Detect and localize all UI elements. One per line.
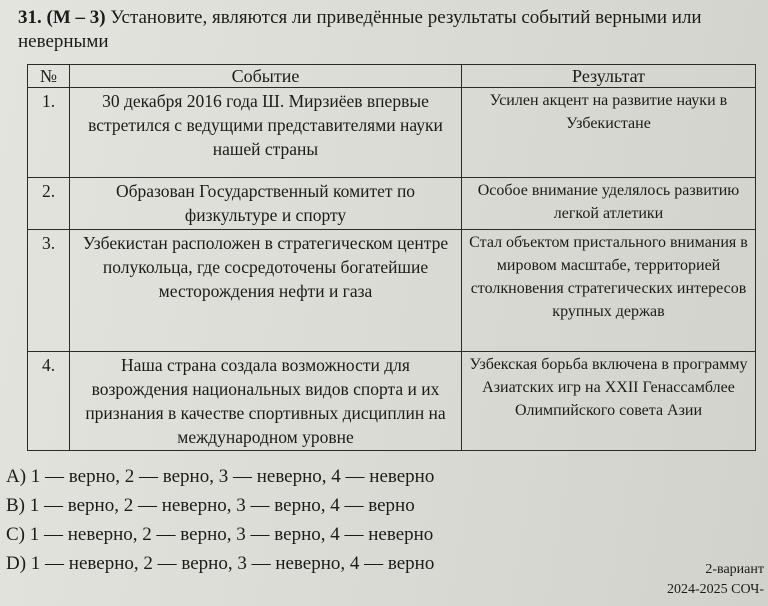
row-event: Наша страна создала возможности для возрождения национальных видов спорта и их признания в качестве спортивных дисциплин на международном уровне — [70, 352, 462, 451]
table-row — [28, 88, 756, 178]
answer-option-c[interactable]: C) 1 — неверно, 2 — верно, 3 — верно, 4 — неверно — [6, 524, 434, 545]
header-event: Событие — [70, 65, 462, 88]
variant-label: 2-вариант — [705, 562, 764, 577]
row-result: Усилен акцент на развитие науки в Узбекистане — [462, 88, 756, 178]
question-number: 31. (M – 3) — [18, 7, 106, 28]
row-number: 3. — [28, 230, 70, 352]
answer-option-d[interactable]: D) 1 — неверно, 2 — верно, 3 — неверно, 4 — верно — [6, 553, 435, 574]
row-event: Узбекистан расположен в стратегическом центре полукольца, где сосредоточены богатейшие месторождения нефти и газа — [70, 230, 462, 352]
exam-code: 2024-2025 СОЧ- — [666, 582, 764, 597]
header-number: № — [28, 65, 70, 88]
table-row — [28, 230, 756, 352]
row-result: Особое внимание уделялось развитию легкой атлетики — [462, 178, 756, 230]
row-event: Образован Государственный комитет по физкультуре и спорту — [70, 178, 462, 230]
row-number: 1. — [28, 88, 70, 178]
page-footer — [667, 560, 764, 600]
answer-option-a[interactable]: A) 1 — верно, 2 — верно, 3 — неверно, 4 — неверно — [6, 466, 435, 487]
answer-option-b[interactable]: B) 1 — верно, 2 — неверно, 3 — верно, 4 — верно — [6, 495, 415, 516]
row-number: 2. — [28, 178, 70, 230]
row-event: 30 декабря 2016 года Ш. Мирзиёев впервые встретился с ведущими представителями науки нашей страны — [70, 88, 462, 178]
table-row — [28, 178, 756, 230]
row-result: Стал объектом пристального внимания в мировом масштабе, территорией столкновения стратегических интересов крупных держав — [462, 230, 756, 352]
question-prompt: Установите, являются ли приведённые результаты событий верными или неверными — [18, 7, 702, 52]
table-header-row — [28, 65, 756, 88]
header-result: Результат — [462, 65, 756, 88]
events-table — [27, 64, 756, 451]
answer-options — [6, 462, 606, 578]
row-number: 4. — [28, 352, 70, 451]
table-row — [28, 352, 756, 451]
row-result: Узбекская борьба включена в программу Азиатских игр на XXII Генассамблее Олимпийского совета Азии — [462, 352, 756, 451]
question-text — [18, 6, 758, 54]
